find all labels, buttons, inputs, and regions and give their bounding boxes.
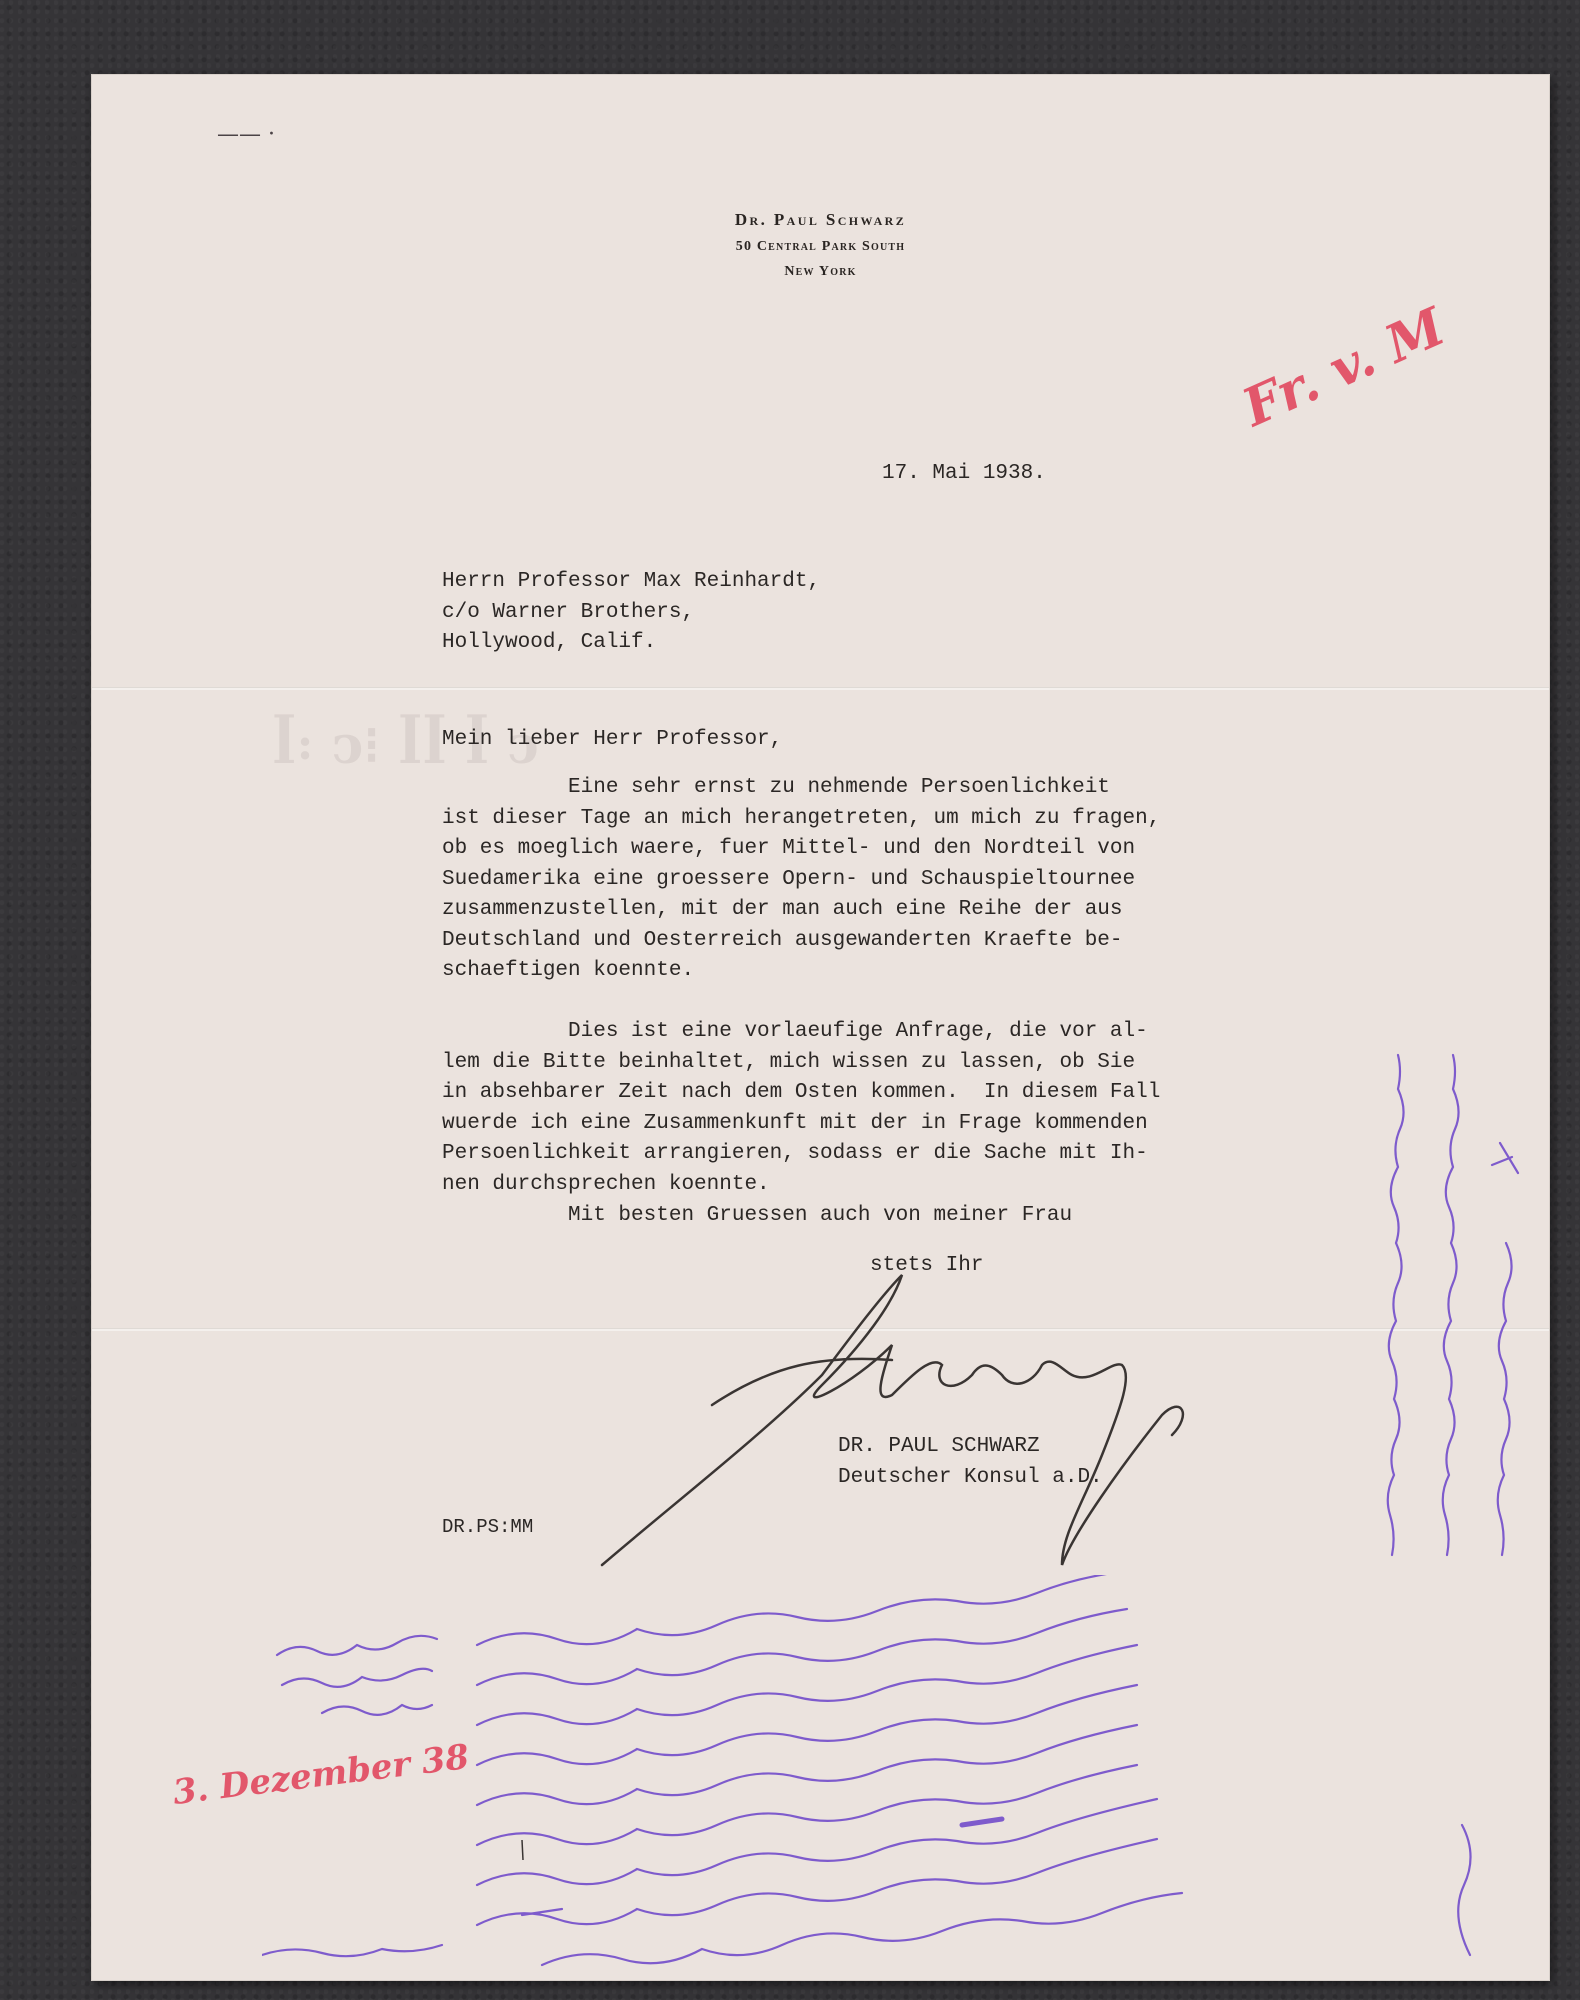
signature-title: Deutscher Konsul a.D. [838, 1465, 1103, 1489]
closing-greeting: Mit besten Gruessen auch von meiner Frau [442, 1204, 1073, 1227]
letterhead-city: New York [784, 264, 857, 279]
letterhead [92, 210, 1549, 280]
recipient-address [442, 567, 820, 659]
signature-block [838, 1432, 1103, 1493]
handwritten-signature [592, 1265, 1232, 1575]
ink-show-through: ꟾ꞉ ͻ⁝ ꟾꟾ ꟾ ͻ [272, 715, 539, 776]
recipient-line-2: c/o Warner Brothers, [442, 600, 695, 624]
letter-date: 17. Mai 1938. [882, 462, 1046, 485]
fold-line-top [92, 687, 1549, 690]
closing-stets: stets Ihr [870, 1254, 984, 1277]
red-annotation-left: 3. Dezember 38 [170, 1737, 472, 1813]
letter-page [92, 75, 1549, 1980]
bottom-handwritten-note [262, 1575, 1552, 1995]
red-annotation-top: Fr. v. M [1233, 296, 1454, 439]
signature-name: DR. PAUL SCHWARZ [838, 1435, 1040, 1458]
recipient-line-1: Herrn Professor Max Reinhardt, [442, 570, 821, 593]
pencil-mark: —— · [217, 122, 275, 147]
recipient-line-3: Hollywood, Calif. [442, 631, 657, 654]
letter-body: Eine sehr ernst zu nehmende Persoenlichkeit ist dieser Tage an mich herangetreten, um mich zu fragen, ob es moeglich waere, fuer Mittel- und den Nordteil von Suedamerika eine groessere Opern- und Schauspieltournee zusammenzustellen, mit der man auch eine Reihe der aus Deutschland und Oesterreich ausgewanderten Kraefte be- schaeftigen koennte. Dies ist eine vorlaeufige Anfrage, die vor al- lem die Bitte beinhaltet, mich wissen zu lassen, ob Sie in absehbarer Zeit nach dem Osten kommen. In diesem Fall wuerde ich eine Zusammenkunft mit der in Frage kommenden Persoenlichkeit arrangieren, sodass er die Sache mit Ih- nen durchsprechen koennte. [442, 776, 1161, 1196]
margin-handwritten-note [1332, 1015, 1542, 1575]
salutation: Mein lieber Herr Professor, [442, 728, 783, 751]
letterhead-name: Dr. Paul Schwarz [734, 210, 907, 229]
typist-initials: DR.PS:MM [442, 1516, 534, 1538]
letterhead-address: 50 Central Park South [735, 239, 906, 254]
